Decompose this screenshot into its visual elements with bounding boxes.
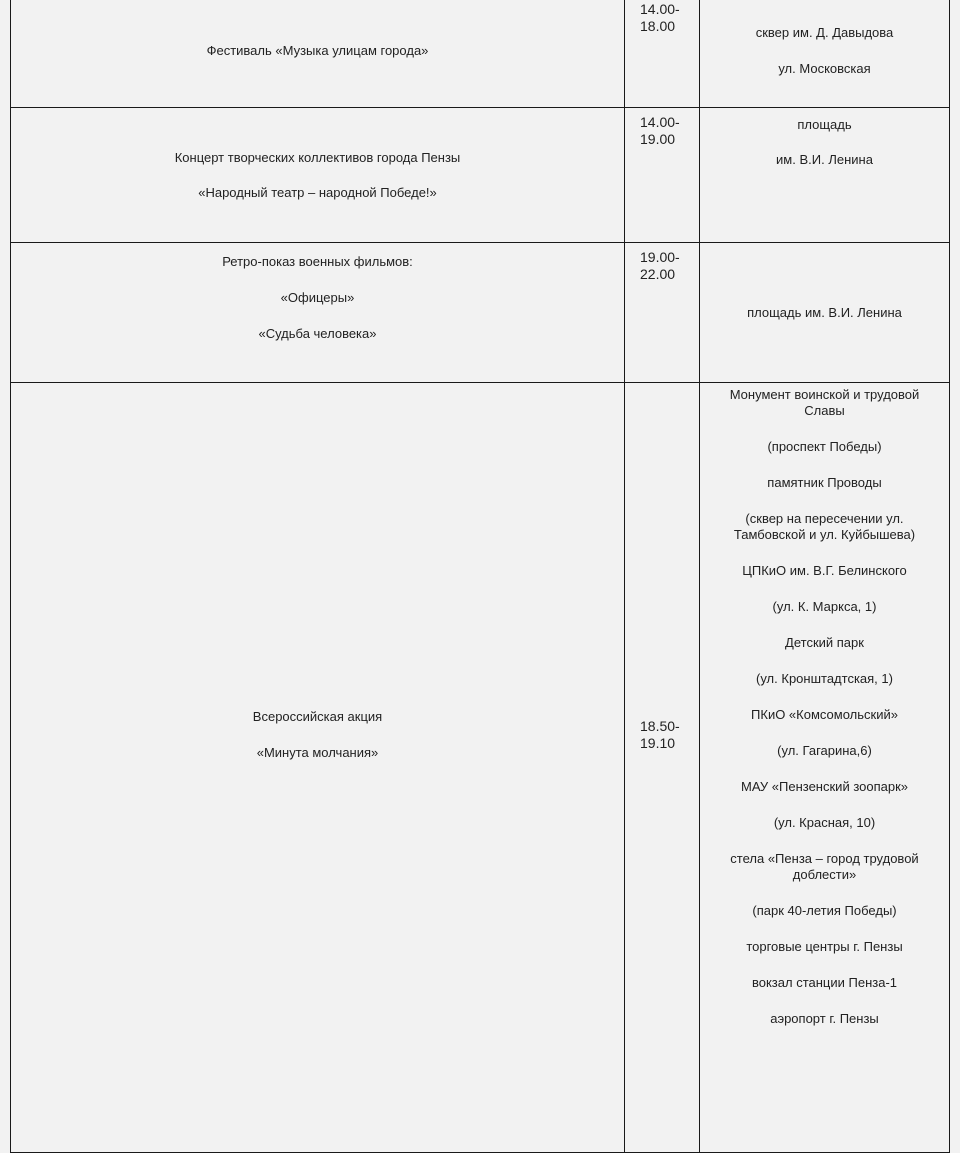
place-line: Монумент воинской и трудовой Славы bbox=[729, 387, 920, 418]
event-subtitle: «Минута молчания» bbox=[256, 744, 379, 760]
place-line: ПКиО «Комсомольский» bbox=[751, 707, 898, 722]
place-cell bbox=[700, 383, 950, 1153]
place-cell bbox=[700, 0, 950, 108]
place-line: ул. Московская bbox=[778, 61, 871, 76]
place-line: площадь им. В.И. Ленина bbox=[747, 304, 902, 320]
event-title: Всероссийская акция bbox=[252, 708, 383, 724]
event-title: Концерт творческих коллективов города Пензы bbox=[174, 149, 461, 165]
place-line: (сквер на пересечении ул. Тамбовской и ул. Куйбышева) bbox=[733, 511, 916, 542]
place-line: (ул. Кронштадтская, 1) bbox=[756, 671, 893, 686]
event-title: Ретро-показ военных фильмов: bbox=[222, 254, 413, 269]
place-cell bbox=[700, 243, 950, 383]
time-range: 14.00- 18.00 bbox=[640, 1, 680, 34]
place-line: аэропорт г. Пензы bbox=[770, 1011, 879, 1026]
table-row bbox=[11, 383, 950, 1153]
time-range: 14.00- 19.00 bbox=[640, 114, 680, 147]
place-line: (парк 40-летия Победы) bbox=[752, 903, 897, 918]
time-cell bbox=[625, 383, 700, 1153]
event-cell bbox=[11, 0, 625, 108]
place-line: (ул. Красная, 10) bbox=[773, 815, 876, 830]
time-range: 18.50- 19.10 bbox=[640, 717, 680, 751]
event-cell bbox=[11, 243, 625, 383]
place-line: стела «Пенза – город трудовой доблести» bbox=[730, 851, 919, 882]
film-title: «Судьба человека» bbox=[258, 326, 377, 341]
place-cell bbox=[700, 108, 950, 243]
events-schedule-table bbox=[10, 0, 950, 1153]
event-cell bbox=[11, 383, 625, 1153]
place-line: памятник Проводы bbox=[767, 475, 882, 490]
time-cell bbox=[625, 243, 700, 383]
place-line: площадь bbox=[797, 117, 852, 132]
event-cell bbox=[11, 108, 625, 243]
place-line: Детский парк bbox=[785, 635, 864, 650]
place-line: (ул. Гагарина,6) bbox=[777, 743, 872, 758]
place-line: торговые центры г. Пензы bbox=[746, 939, 903, 954]
place-line: вокзал станции Пенза-1 bbox=[751, 975, 897, 990]
film-title: «Офицеры» bbox=[280, 290, 355, 305]
time-cell bbox=[625, 0, 700, 108]
place-line: (проспект Победы) bbox=[767, 439, 882, 454]
time-range: 19.00- 22.00 bbox=[640, 249, 680, 282]
table-row bbox=[11, 243, 950, 383]
event-subtitle: «Народный театр – народной Победе!» bbox=[198, 184, 437, 200]
place-line: МАУ «Пензенский зоопарк» bbox=[740, 779, 909, 794]
table-row bbox=[11, 0, 950, 108]
table-row bbox=[11, 108, 950, 243]
place-line: им. В.И. Ленина bbox=[776, 152, 873, 167]
place-line: ЦПКиО им. В.Г. Белинского bbox=[742, 563, 907, 578]
place-line: сквер им. Д. Давыдова bbox=[755, 25, 894, 40]
time-cell bbox=[625, 108, 700, 243]
place-line: (ул. К. Маркса, 1) bbox=[772, 599, 877, 614]
event-title: Фестиваль «Музыка улицам города» bbox=[206, 43, 429, 58]
